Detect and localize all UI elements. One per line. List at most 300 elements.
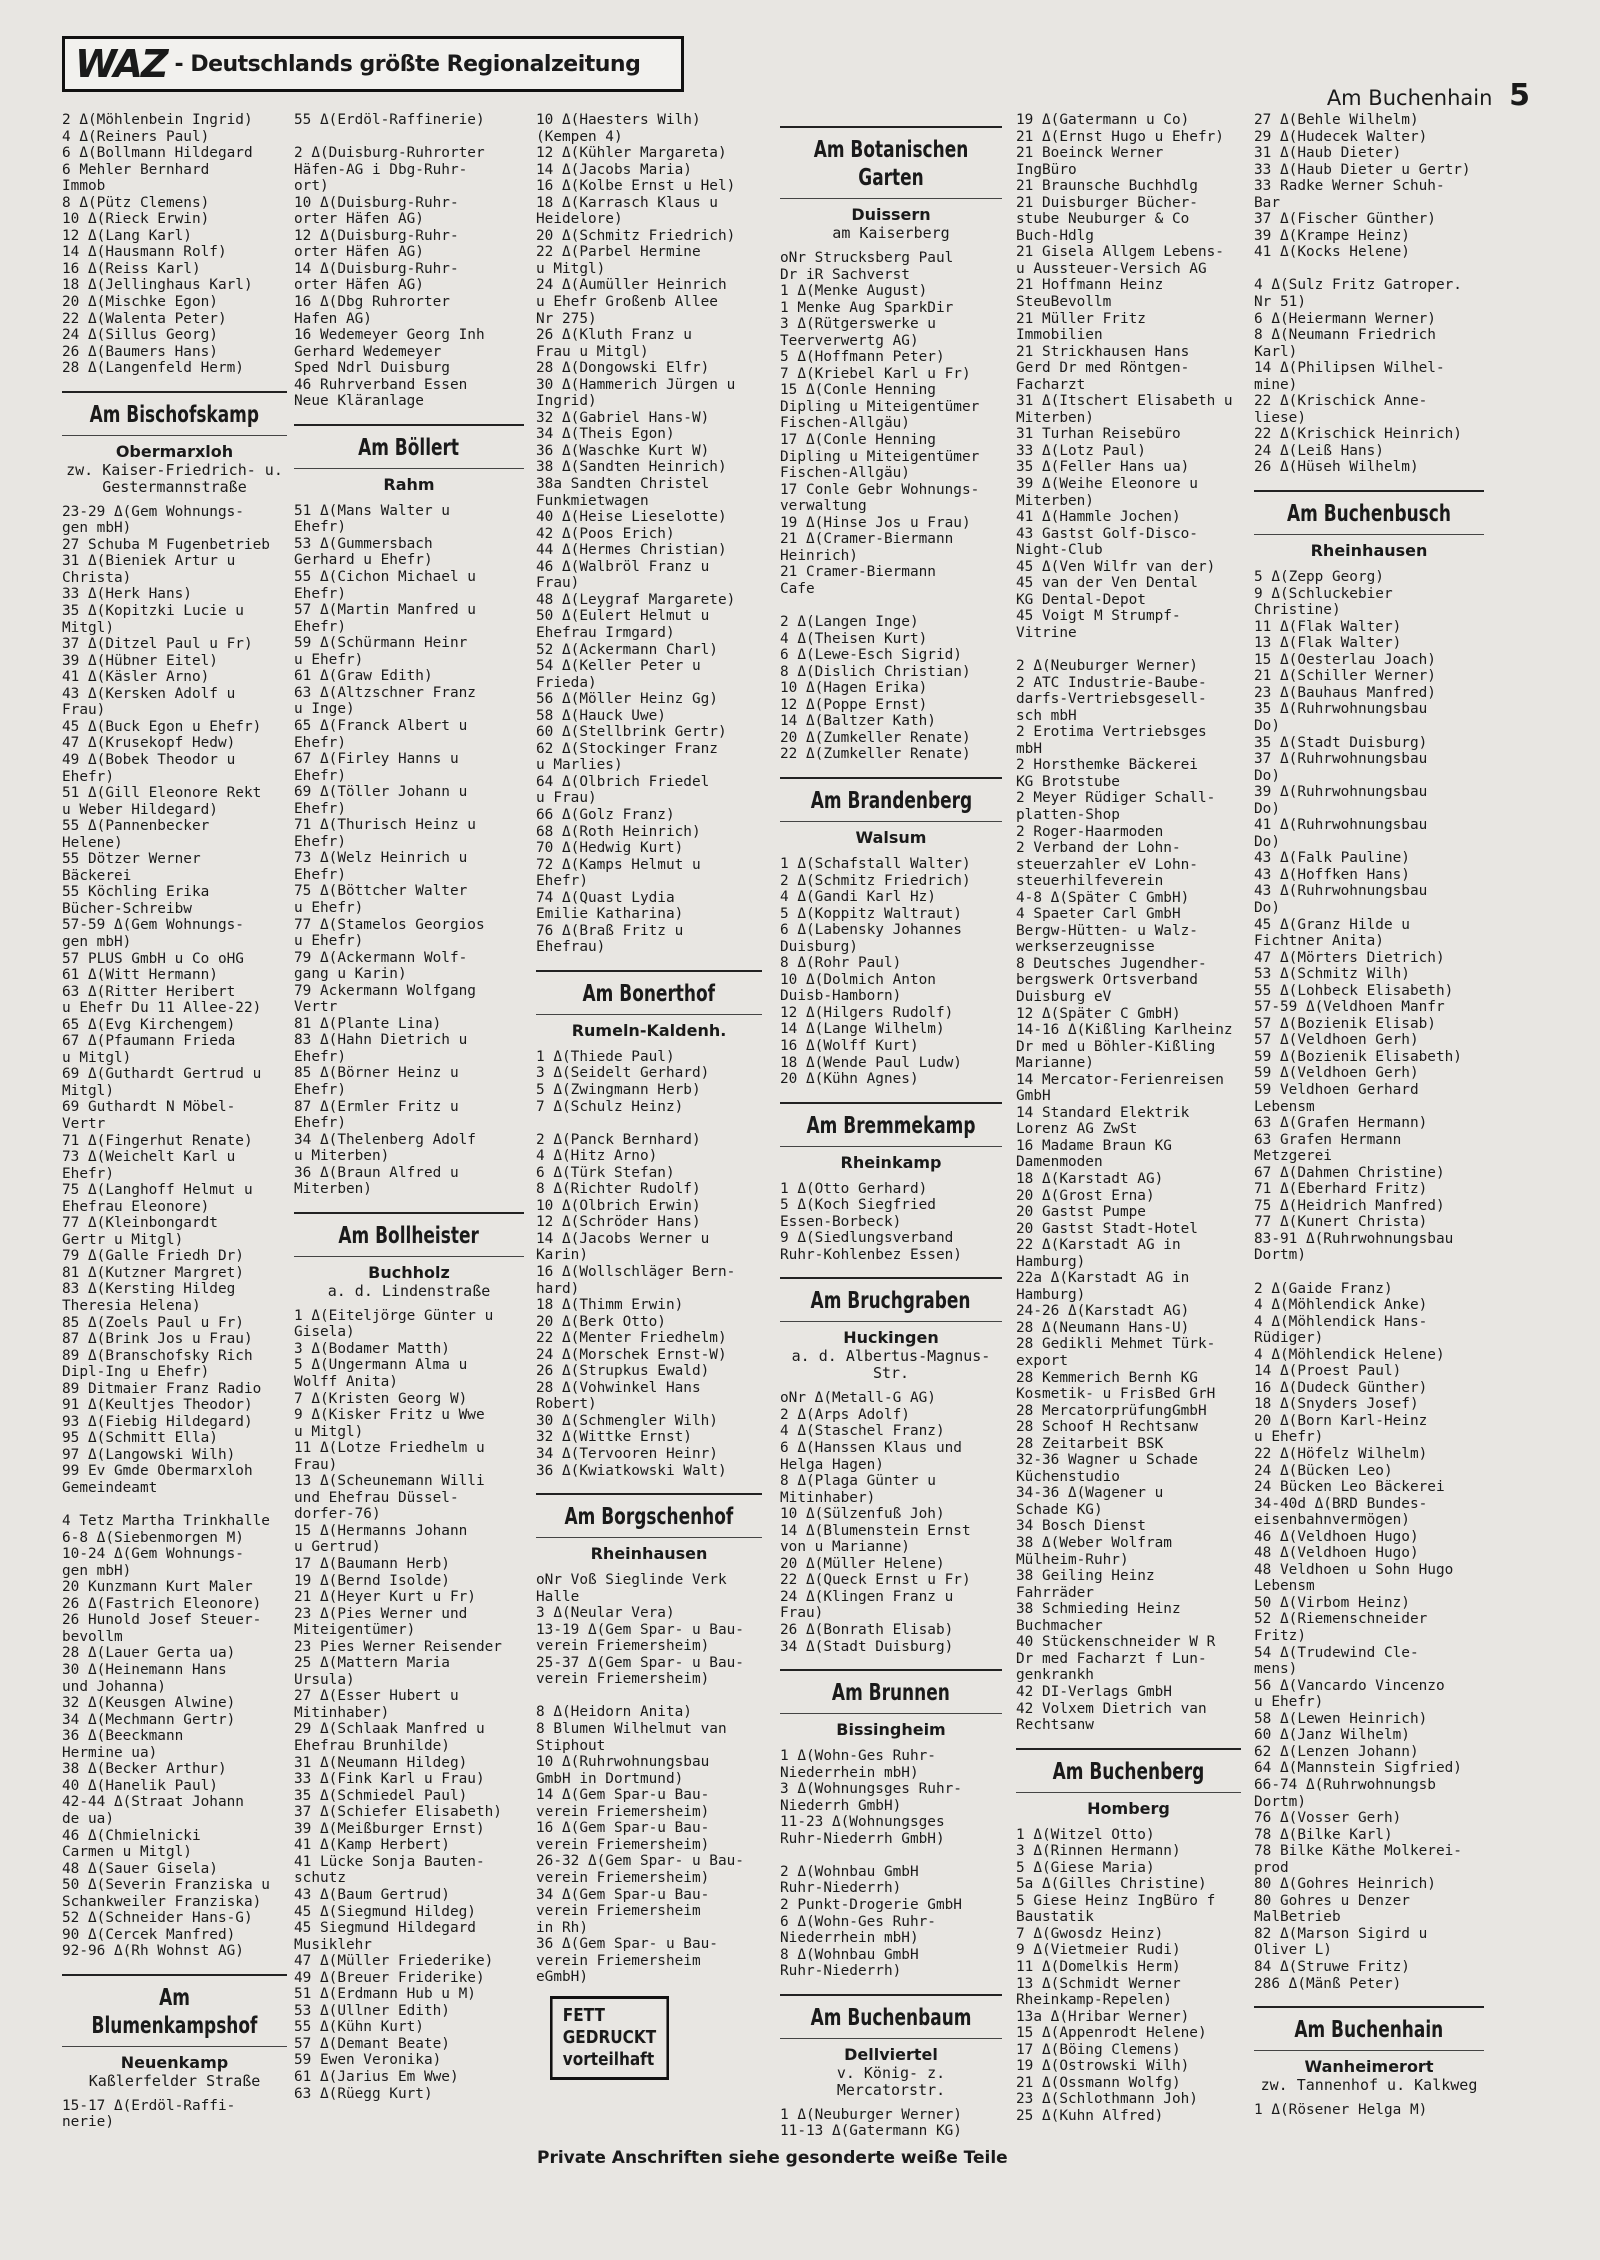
address-entry: 73 Δ(Weichelt Karl u [62, 1149, 236, 1166]
address-entry: 2 Meyer Rüdiger Schall- [1016, 790, 1216, 807]
address-entry: 28 MercatorprüfungGmbH [1016, 1402, 1207, 1419]
address-entry: 13a Δ(Hribar Werner) [1016, 2008, 1190, 2025]
address-entry: 47 Δ(Mörters Dietrich) [1254, 949, 1445, 966]
address-entry: 1 Δ(Witzel Otto) [1016, 1826, 1155, 1843]
address-entry: Hermine ua) [62, 1744, 158, 1761]
address-entry: 14 Δ(Gem Spar-u Bau- [536, 1787, 710, 1804]
address-entry: 55 Δ(Erdöl-Raffinerie) [294, 112, 485, 128]
address-entry: Gerd Dr med Röntgen- [1016, 360, 1190, 377]
address-entry: 18 Δ(Karstadt AG) [1016, 1171, 1164, 1187]
address-entry: 33 Δ(Herk Hans) [62, 586, 192, 603]
masthead [62, 36, 684, 92]
address-entry: Ehefr) [294, 866, 346, 883]
address-entry: u Gertrud) [294, 1539, 381, 1556]
address-entry: 20 Gastst Pumpe [1016, 1204, 1146, 1221]
address-entry: 9 Δ(Siedlungsverband [780, 1230, 954, 1247]
address-entry: Gisela) [294, 1324, 355, 1341]
address-entry: 78 Bilke Käthe Molkerei- [1254, 1843, 1462, 1860]
address-entry: Ruhr-Niederrh GmbH) [780, 1830, 945, 1847]
address-entry: 83 Δ(Hahn Dietrich u [294, 1032, 468, 1049]
address-entry: 37 Δ(Fischer Günther) [1254, 211, 1436, 228]
address-entry: 4 Δ(Staschel Franz) [780, 1423, 945, 1440]
address-entry: 6 Mehler Bernhard [62, 161, 210, 178]
street-name: Am Buchenberg [1052, 1758, 1205, 1785]
address-entry: 26 Δ(Fastrich Eleonore) [62, 1595, 262, 1612]
address-entry: 5 Δ(Giese Maria) [1016, 1859, 1155, 1876]
address-entry: 43 Δ(Falk Pauline) [1254, 850, 1410, 867]
address-entry: 72 Δ(Kamps Helmut u [536, 856, 701, 873]
address-entry: Vitrine [1016, 624, 1077, 641]
address-entry: sch mbH [1016, 707, 1077, 724]
address-entry: verein Friemersheim) [536, 1638, 710, 1655]
address-entry: 62 Δ(Lenzen Johann) [1254, 1743, 1419, 1760]
address-entry: Vertr [62, 1115, 106, 1132]
address-entry: 20 Δ(Kühn Agnes) [780, 1071, 919, 1088]
address-entry: 28 Δ(Vohwinkel Hans [536, 1379, 701, 1396]
district-name: Rheinkamp [780, 1146, 1002, 1173]
address-entry: von u Marianne) [780, 1539, 910, 1556]
address-entry: 30 Δ(Hammerich Jürgen u [536, 376, 736, 393]
address-entry: 7 Δ(Gwosdz Heinz) [1016, 1925, 1164, 1942]
address-entry: 55 Δ(Kühn Kurt) [294, 2019, 424, 2036]
address-entry: 63 Δ(Ritter Heribert [62, 983, 236, 1000]
column-4 [780, 112, 1002, 2170]
address-entry: u Aussteuer-Versich AG [1016, 260, 1207, 277]
address-entry: Frieda) [536, 674, 597, 691]
address-entry: 24-26 Δ(Karstadt AG) [1016, 1303, 1190, 1320]
address-entry: 34 Δ(Mechmann Gertr) [62, 1711, 236, 1728]
address-entry: 45 Δ(Granz Hilde u [1254, 916, 1410, 933]
address-entry: 24 Δ(Aumüller Heinrich [536, 277, 727, 294]
address-entry: Fichtner Anita) [1254, 933, 1384, 950]
address-entry: ort) [294, 178, 329, 195]
ad-box-line: vorteilhaft [562, 2048, 655, 2070]
address-entry: 57-59 Δ(Gem Wohnungs- [62, 917, 244, 934]
street-name: Am Buchenbaum [810, 2004, 972, 2031]
address-entry: 13 Δ(Schmidt Werner [1016, 1975, 1181, 1992]
address-entry: 57 Δ(Bozienik Elisab) [1254, 1015, 1436, 1032]
address-entry: Hamburg) [1016, 1253, 1086, 1270]
address-entry: Dipling u Miteigentümer [780, 448, 980, 465]
address-entry: IngBüro [1016, 161, 1077, 178]
address-entry: Miterben) [294, 1181, 372, 1198]
address-entry: 76 Δ(Vosser Gerh) [1254, 1810, 1402, 1827]
address-entry: 19 Δ(Ostrowski Wilh) [1016, 2058, 1190, 2075]
address-entry: 10 Δ(Haesters Wilh) [536, 112, 701, 128]
address-entry: 57 Δ(Veldhoen Gerh) [1254, 1032, 1419, 1049]
address-entry: 12 Δ(Später C GmbH) [1016, 1005, 1181, 1022]
address-entry: Niederrh GmbH) [780, 1797, 902, 1814]
address-entry: 25 Δ(Kuhn Alfred) [1016, 2107, 1164, 2124]
address-entry: 29 Δ(Schlaak Manfred u [294, 1721, 485, 1738]
address-entry: 69 Guthardt N Möbel- [62, 1099, 236, 1116]
address-entry: 25-37 Δ(Gem Spar- u Bau- [536, 1654, 744, 1671]
address-entry: u Inge) [294, 701, 355, 718]
address-entry: 3 Δ(Bodamer Matth) [294, 1340, 450, 1357]
address-entry: Do) [1254, 833, 1280, 850]
address-entry: 30 Δ(Heinemann Hans [62, 1662, 227, 1679]
address-entry: 14-16 Δ(Kißling Karlheinz [1016, 1022, 1233, 1039]
address-entry: 57 PLUS GmbH u Co oHG [62, 950, 244, 967]
address-entry: Karl) [1254, 343, 1298, 360]
address-entry: 31 Turhan Reisebüro [1016, 426, 1181, 443]
address-entry: 14 Δ(Baltzer Kath) [780, 713, 936, 730]
district-name: Duissern [780, 198, 1002, 225]
address-entry: 3 Δ(Rütgerswerke u [780, 316, 936, 333]
address-entry: Rheinkamp-Repelen) [1016, 1992, 1172, 2009]
address-entry: 28 Δ(Dongowski Elfr) [536, 360, 710, 377]
address-entry: 22 Δ(Walenta Peter) [62, 310, 227, 327]
address-entry: 11 Δ(Flak Walter) [1254, 618, 1402, 635]
address-entry: Cafe [780, 580, 815, 597]
address-entry: export [1016, 1353, 1068, 1370]
address-entry: 56 Δ(Möller Heinz Gg) [536, 691, 718, 708]
address-entry: 2 Erotima Vertriebsges [1016, 724, 1207, 741]
address-entry: 34 Δ(Theis Egon) [536, 426, 675, 443]
page-number: 5 [1509, 78, 1530, 113]
address-entry: 5 Giese Heinz IngBüro f [1016, 1892, 1216, 1909]
address-entry: 10 Δ(Olbrich Erwin) [536, 1197, 701, 1214]
street-name: Am Bruchgraben [811, 1288, 971, 1315]
district-name: Wanheimerort [1254, 2050, 1484, 2077]
address-entry [536, 1115, 762, 1132]
address-entry: 8 Δ(Rohr Paul) [780, 955, 902, 972]
address-entry: 22 Δ(Menter Friedhelm) [536, 1330, 727, 1347]
address-entry: Night-Club [1016, 542, 1103, 559]
address-entry: 51 Δ(Mans Walter u [294, 502, 450, 519]
address-entry: 71 Δ(Eberhard Fritz) [1254, 1181, 1428, 1198]
address-entry: u Ehefr) [294, 899, 364, 916]
district-name: Bissingheim [780, 1713, 1002, 1740]
address-entry: Damenmoden [1016, 1154, 1103, 1171]
address-entry: 10-24 Δ(Gem Wohnungs- [62, 1546, 244, 1563]
address-entry: 9 Δ(Schluckebier [1254, 585, 1393, 602]
address-entry: 21 Δ(Ossmann Wolfg) [1016, 2074, 1181, 2091]
address-entry: 34 Δ(Tervooren Heinr) [536, 1446, 718, 1463]
address-entry: Ehefr) [294, 618, 346, 635]
address-entry: Ingrid) [536, 393, 597, 410]
address-entry: 25 Δ(Mattern Maria [294, 1655, 450, 1672]
address-entry: 28 Δ(Neumann Hans-U) [1016, 1319, 1190, 1336]
address-entry: 80 Δ(Gohres Heinrich) [1254, 1876, 1436, 1893]
address-entry: 4 Δ(Reiners Paul) [62, 128, 210, 145]
address-entry: Ehefrau Irmgard) [536, 624, 675, 641]
address-entry: Ehefrau Brunhilde) [294, 1738, 450, 1755]
address-entry: 22 Δ(Krischick Anne- [1254, 393, 1428, 410]
address-entry: 45 Δ(Ven Wilfr van der) [1016, 558, 1216, 575]
district-name: Rheinhausen [536, 1537, 762, 1564]
address-entry: 12 Δ(Kühler Margareta) [536, 145, 727, 162]
address-entry: 1 Δ(Neuburger Werner) [780, 2106, 962, 2123]
address-entry: 16 Δ(Reiss Karl) [62, 260, 201, 277]
address-entry: 57 Δ(Demant Beate) [294, 2035, 450, 2052]
address-entry: 7 Δ(Kristen Georg W) [294, 1390, 468, 1407]
address-entry: 83 Δ(Kersting Hildeg [62, 1281, 236, 1298]
address-entry: 36 Δ(Gem Spar- u Bau- [536, 1936, 718, 1953]
address-entry: 5a Δ(Gilles Christine) [1016, 1876, 1207, 1893]
address-entry: 14 Δ(Proest Paul) [1254, 1363, 1402, 1380]
address-entry: Ursula) [294, 1671, 355, 1688]
address-entry: 39 Δ(Krampe Heinz) [1254, 227, 1410, 244]
address-entry: Christa) [62, 569, 132, 586]
address-entry: 14 Δ(Hausmann Rolf) [62, 244, 227, 261]
address-entry: 8 Δ(Plaga Günter u [780, 1473, 936, 1490]
address-entry: Lorenz AG ZwSt [1016, 1121, 1138, 1138]
address-entry: 1 Δ(Otto Gerhard) [780, 1180, 928, 1197]
address-entry: 14 Δ(Jacobs Werner u [536, 1230, 710, 1247]
address-entry: Bücher-Schreibw [62, 900, 192, 917]
district-name: Buchholz [294, 1256, 524, 1283]
address-entry: 12 Δ(Poppe Ernst) [780, 696, 928, 713]
address-entry: 69 Δ(Guthardt Gertrud u [62, 1066, 262, 1083]
address-entry: 16 Wedemeyer Georg Inh [294, 327, 485, 344]
address-entry: orter Häfen AG) [294, 244, 424, 261]
address-entry: 37 Δ(Ditzel Paul u Fr) [62, 636, 253, 653]
address-entry: u Ehefr Du 11 Allee-22) [62, 1000, 262, 1017]
address-entry: 20 Δ(Berk Otto) [536, 1313, 666, 1330]
address-entry: 5 Δ(Koppitz Waltraut) [780, 905, 962, 922]
address-entry [1254, 261, 1484, 278]
masthead-slogan: - Deutschlands größte Regionalzeitung [174, 51, 641, 77]
address-entry: 38 Δ(Becker Arthur) [62, 1761, 227, 1778]
address-entry: 12 Δ(Schröder Hans) [536, 1214, 701, 1231]
address-entry: Hamburg) [1016, 1286, 1086, 1303]
address-entry: Ehefr) [294, 800, 346, 817]
address-entry: 35 Δ(Schmiedel Paul) [294, 1787, 468, 1804]
address-entry: 45 Δ(Buck Egon u Ehefr) [62, 718, 262, 735]
address-entry: genkrankh [1016, 1667, 1094, 1684]
address-entry: 8 Δ(Richter Rudolf) [536, 1181, 701, 1198]
address-entry: 41 Δ(Käsler Arno) [62, 669, 210, 686]
address-entry: bergswerk Ortsverband [1016, 972, 1198, 989]
street-section-header [62, 1974, 287, 2090]
address-entry: 50 Δ(Eulert Helmut u [536, 608, 710, 625]
street-section-header [536, 1493, 762, 1564]
address-entry: 60 Δ(Stellbrink Gertr) [536, 724, 727, 741]
address-entry: mine) [1254, 376, 1298, 393]
address-entry: Do) [1254, 899, 1280, 916]
address-entry: Do) [1254, 767, 1280, 784]
address-entry: 45 Δ(Siegmund Hildeg) [294, 1903, 476, 1920]
street-name: Am Brunnen [832, 1680, 950, 1707]
address-entry: 12 Δ(Hilgers Rudolf) [780, 1004, 954, 1021]
address-entry: 80 Gohres u Denzer [1254, 1892, 1410, 1909]
address-entry: 22 Δ(Karstadt AG in [1016, 1237, 1181, 1254]
address-entry: 21 Cramer-Biermann [780, 564, 936, 581]
address-entry: 21 Gisela Allgem Lebens- [1016, 244, 1224, 261]
address-entry: 21 Hoffmann Heinz [1016, 277, 1164, 294]
address-entry [294, 129, 524, 146]
address-entry: 14 Δ(Blumenstein Ernst [780, 1522, 971, 1539]
address-entry: 10 Δ(Rieck Erwin) [62, 211, 210, 228]
address-entry: 34 Δ(Gem Spar-u Bau- [536, 1886, 710, 1903]
address-entry: 59 Δ(Schürmann Heinr [294, 635, 468, 652]
address-entry: 4 Δ(Möhlendick Helene) [1254, 1346, 1445, 1363]
address-entry: u Weber Hildegard) [62, 801, 218, 818]
address-entry: 29 Δ(Hudecek Walter) [1254, 128, 1428, 145]
address-entry [536, 1688, 762, 1705]
address-entry: 1 Δ(Rösener Helga M) [1254, 2102, 1428, 2119]
address-entry: 63 Δ(Rüegg Kurt) [294, 2085, 433, 2102]
address-entry: 35 Δ(Feller Hans ua) [1016, 459, 1190, 476]
district-name: Obermarxloh [62, 435, 287, 462]
street-name: Am Bremmekamp [806, 1112, 976, 1139]
address-entry: 14 Standard Elektrik [1016, 1104, 1190, 1121]
address-entry: Schade KG) [1016, 1501, 1103, 1518]
address-entry: Dr med u Böhler-Kißling [1016, 1038, 1216, 1055]
address-entry: Ehefr) [294, 1048, 346, 1065]
address-entry: oNr Strucksberg Paul [780, 250, 954, 266]
address-entry: 16 Δ(Wolff Kurt) [780, 1037, 919, 1054]
address-entry: 45 Voigt M Strumpf- [1016, 608, 1181, 625]
address-entry: 63 Grafen Hermann [1254, 1131, 1402, 1148]
address-entry: Stiphout [536, 1737, 606, 1754]
address-entry: 36 Δ(Kwiatkowski Walt) [536, 1462, 727, 1479]
address-entry: 22 Δ(Krischick Heinrich) [1254, 426, 1462, 443]
address-entry: 26 Hunold Josef Steuer- [62, 1612, 262, 1629]
address-entry: 20 Δ(Grost Erna) [1016, 1187, 1155, 1204]
address-entry: 1 Δ(Menke August) [780, 283, 928, 300]
address-entry: 40 Δ(Hanelik Paul) [62, 1777, 218, 1794]
address-entry: Christine) [1254, 602, 1341, 619]
address-entry: Facharzt [1016, 376, 1086, 393]
address-entry: Ehefr) [294, 734, 346, 751]
address-entry: 6 Δ(Heiermann Werner) [1254, 310, 1436, 327]
street-name: Am Blumenkampshof [91, 1984, 258, 2039]
address-entry: 23-29 Δ(Gem Wohnungs- [62, 503, 244, 520]
address-entry: 16 Δ(Wollschläger Bern- [536, 1264, 736, 1280]
address-entry: Lebensm [1254, 1578, 1315, 1595]
address-entry: Dortm) [1254, 1247, 1306, 1264]
address-entry: Rechtsanw [1016, 1717, 1094, 1734]
address-entry: Duisburg eV [1016, 988, 1112, 1005]
address-entry [780, 1847, 1002, 1864]
street-location: am Kaiserberg [832, 224, 950, 242]
address-entry: Niederrhein mbH) [780, 1764, 919, 1781]
address-entry: 26 Δ(Strupkus Ewald) [536, 1363, 710, 1380]
address-entry: 24 Δ(Morschek Ernst-W) [536, 1346, 727, 1363]
address-entry: gen mbH) [62, 520, 132, 537]
address-entry: 66-74 Δ(Ruhrwohnungsb [1254, 1776, 1436, 1793]
address-entry: 41 Δ(Ruhrwohnungsbau [1254, 817, 1428, 834]
address-entry: Ehefrau Eleonore) [62, 1198, 210, 1215]
address-entry: 46 Δ(Walbröl Franz u [536, 558, 710, 575]
address-entry: Fischen-Allgäu) [780, 465, 910, 482]
address-entry: 39 Δ(Meißburger Ernst) [294, 1820, 485, 1837]
address-entry: 48 Δ(Veldhoen Hugo) [1254, 1545, 1419, 1562]
address-entry: verein Friemersheim) [536, 1836, 710, 1853]
address-entry: 42-44 Δ(Straat Johann [62, 1794, 244, 1811]
address-entry: 10 Δ(Hagen Erika) [780, 680, 928, 697]
address-entry: Do) [1254, 800, 1280, 817]
address-entry: 52 Δ(Schneider Hans-G) [62, 1910, 253, 1927]
address-entry: Fritz) [1254, 1628, 1306, 1645]
street-name: Am Brandenberg [810, 787, 972, 814]
district-name: Dellviertel [780, 2038, 1002, 2065]
footer-note: Private Anschriften siehe gesonderte weiße Teile [537, 2148, 1008, 2168]
address-entry: Essen-Borbeck) [780, 1213, 902, 1230]
street-section-header [294, 424, 524, 495]
address-entry: 9 Δ(Vietmeier Rudi) [1016, 1942, 1181, 1959]
address-entry: 90 Δ(Cercek Manfred) [62, 1926, 236, 1943]
address-entry: 92-96 Δ(Rh Wohnst AG) [62, 1943, 244, 1960]
address-entry: 6-8 Δ(Siebenmorgen M) [62, 1529, 244, 1546]
address-entry: 84 Δ(Struwe Fritz) [1254, 1958, 1410, 1975]
address-entry: 85 Δ(Zoels Paul u Fr) [62, 1314, 244, 1331]
address-entry: platten-Shop [1016, 806, 1120, 823]
address-entry: 10 Δ(Sülzenfuß Joh) [780, 1506, 945, 1523]
address-entry: Sped Ndrl Duisburg [294, 360, 450, 377]
address-entry: 75 Δ(Heidrich Manfred) [1254, 1197, 1445, 1214]
address-entry: 20 Δ(Müller Helene) [780, 1555, 945, 1572]
address-entry: Dortm) [1254, 1793, 1306, 1810]
address-entry: 28 Zeitarbeit BSK [1016, 1435, 1164, 1452]
address-entry: 20 Kunzmann Kurt Maler [62, 1579, 253, 1596]
address-entry: 5 Δ(Zepp Georg) [1254, 569, 1384, 586]
address-entry: 10 Δ(Duisburg-Ruhr- [294, 194, 459, 211]
street-section-header [780, 1102, 1002, 1173]
address-entry: in Rh) [536, 1919, 588, 1936]
street-location: v. König- z. Mercatorstr. [836, 2063, 946, 2099]
address-entry: 2 Δ(Gaide Franz) [1254, 1280, 1393, 1297]
address-entry: 5 Δ(Zwingmann Herb) [536, 1081, 701, 1098]
address-entry: u Marlies) [536, 757, 623, 774]
address-entry: 4 Δ(Theisen Kurt) [780, 630, 928, 647]
district-name: Huckingen [780, 1321, 1002, 1348]
address-entry: 54 Δ(Trudewind Cle- [1254, 1644, 1419, 1661]
address-entry: 60 Δ(Janz Wilhelm) [1254, 1727, 1410, 1744]
address-entry: 34 Bosch Dienst [1016, 1518, 1146, 1535]
address-entry: Lebensm [1254, 1098, 1315, 1115]
address-entry: 26 Δ(Baumers Hans) [62, 343, 218, 360]
address-entry: Theresia Helena) [62, 1298, 201, 1314]
address-entry: 8 Δ(Heidorn Anita) [536, 1704, 692, 1721]
address-entry: 9 Δ(Kisker Fritz u Wwe [294, 1407, 485, 1424]
address-entry: 67 Δ(Dahmen Christine) [1254, 1164, 1445, 1181]
address-entry: Bar [1254, 194, 1280, 211]
district-name: Rheinhausen [1254, 534, 1484, 561]
address-entry: Ehefr) [294, 1081, 346, 1098]
address-entry: Marianne) [1016, 1055, 1094, 1072]
address-entry: mbH [1016, 740, 1042, 757]
address-entry [1016, 642, 1241, 659]
address-entry: 14 Δ(Philipsen Wilhel- [1254, 360, 1445, 377]
address-entry: u Mitgl) [294, 1423, 364, 1440]
address-entry: Helga Hagen) [780, 1456, 884, 1473]
address-entry: 33 Δ(Fink Karl u Frau) [294, 1771, 485, 1788]
address-entry: 59 Ewen Veronika) [294, 2052, 442, 2069]
address-entry: 21 Δ(Schiller Werner) [1254, 668, 1436, 685]
address-entry: 17 Conle Gebr Wohnungs- [780, 481, 980, 498]
address-entry: Halle [536, 1588, 580, 1605]
address-entry: 4 Δ(Hitz Arno) [536, 1148, 658, 1165]
address-entry: 2 Δ(Wohnbau GmbH [780, 1863, 919, 1880]
address-entry: 2 Horsthemke Bäckerei [1016, 757, 1198, 774]
address-entry: 20 Δ(Zumkeller Renate) [780, 729, 971, 746]
address-entry: schutz [294, 1870, 346, 1887]
address-entry: 2 Verband der Lohn- [1016, 840, 1181, 857]
address-entry: 55 Dötzer Werner [62, 851, 201, 868]
address-entry: Immobilien [1016, 327, 1103, 344]
address-entry: 62 Δ(Stockinger Franz [536, 740, 718, 757]
address-entry: bevollm [62, 1628, 123, 1645]
address-entry: 74 Δ(Quast Lydia [536, 889, 675, 906]
address-entry: 11-13 Δ(Gatermann KG) [780, 2123, 962, 2140]
address-entry: 3 Δ(Wohnungsges Ruhr- [780, 1781, 962, 1798]
address-entry: oNr Δ(Metall-G AG) [780, 1390, 936, 1407]
address-entry: 61 Δ(Graw Edith) [294, 668, 433, 685]
address-entry: 20 Δ(Mischke Egon) [62, 294, 218, 311]
